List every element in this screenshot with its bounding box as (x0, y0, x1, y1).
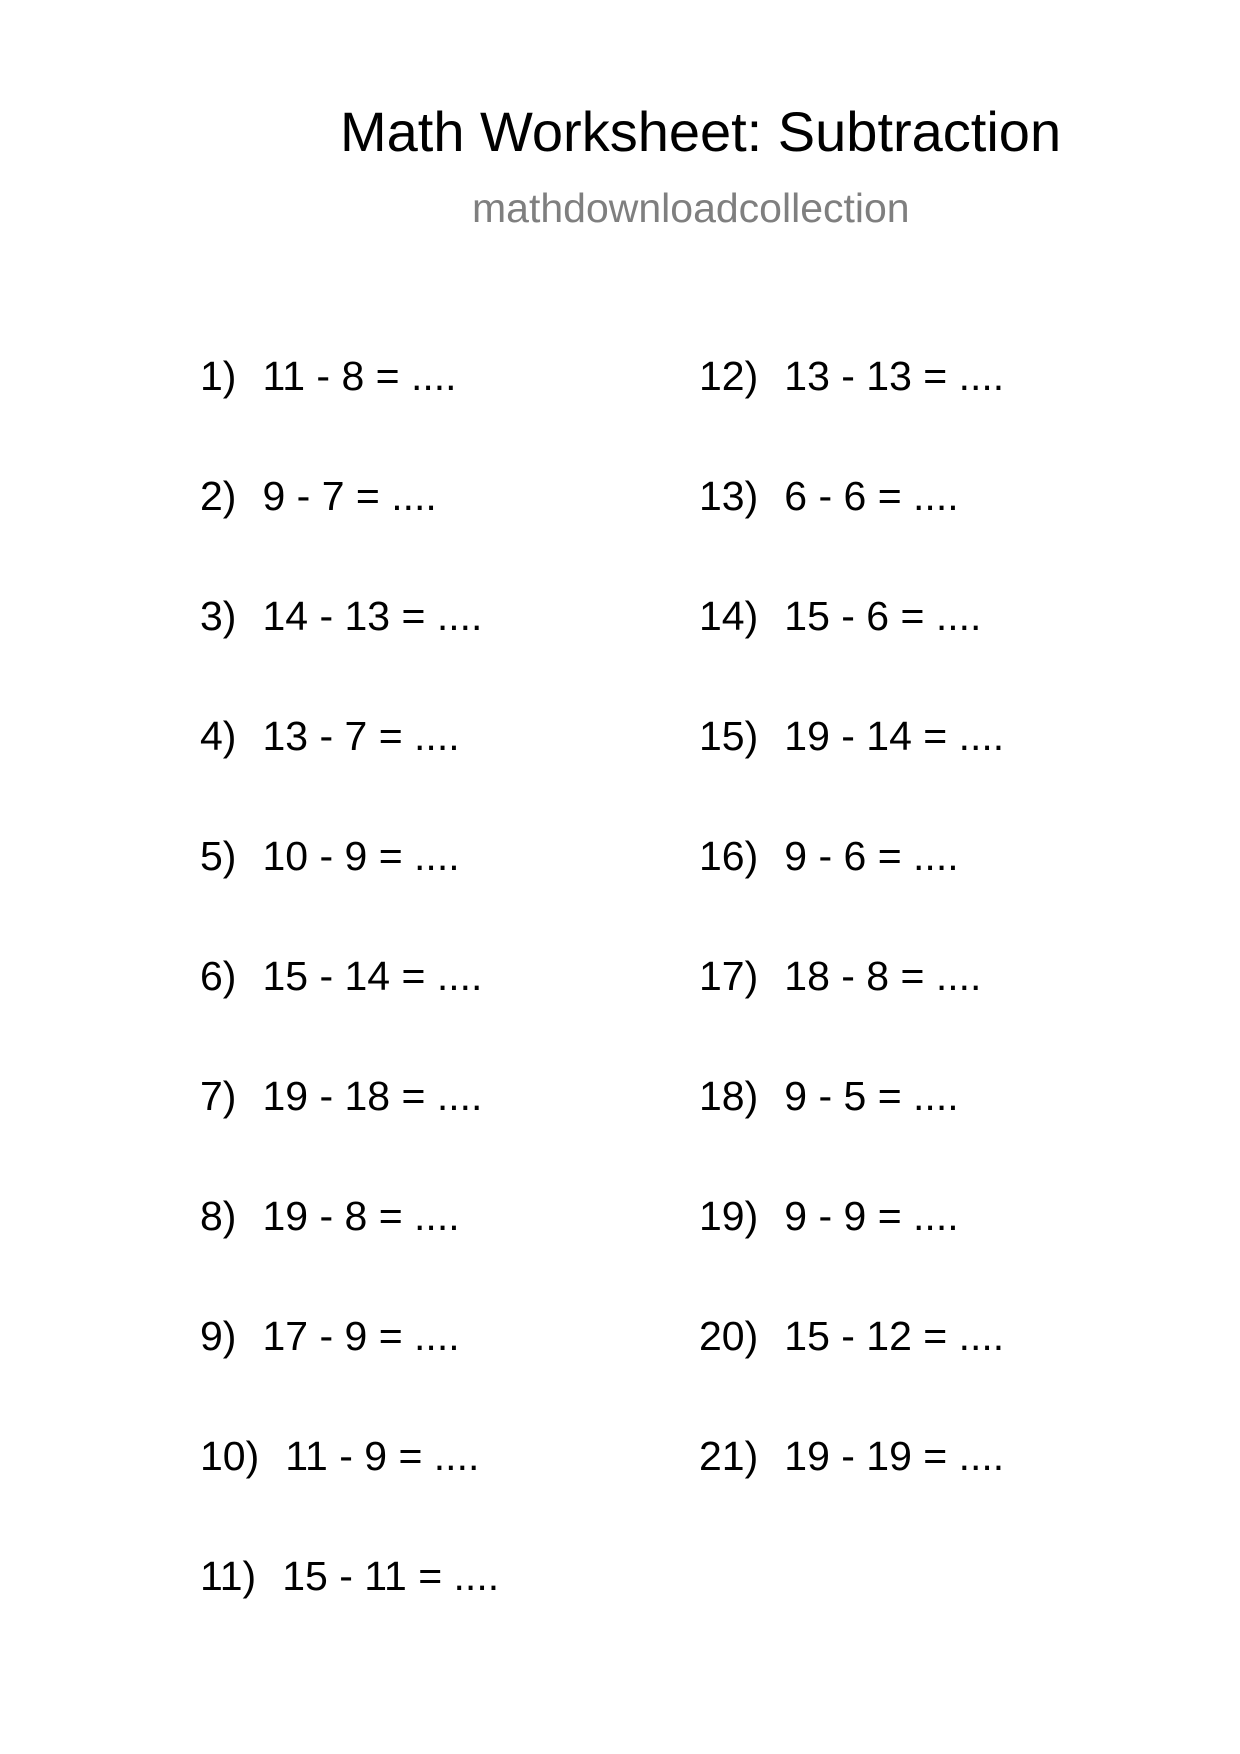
problem-number: 15) (699, 713, 759, 759)
problem-item (200, 1190, 499, 1310)
problem-number: 6) (200, 953, 237, 999)
worksheet-title: Math Worksheet: Subtraction (340, 100, 1062, 163)
problem-expression: 11 - 9 = .... (285, 1433, 480, 1479)
problem-item (200, 1550, 499, 1670)
problem-item (699, 710, 1004, 830)
problem-expression: 18 - 8 = .... (784, 953, 982, 999)
problem-number: 16) (699, 833, 759, 879)
problem-expression: 15 - 12 = .... (784, 1313, 1005, 1359)
problem-expression: 13 - 13 = .... (784, 353, 1005, 399)
problem-number: 14) (699, 593, 759, 639)
problem-expression: 15 - 14 = .... (262, 953, 483, 999)
problem-expression: 9 - 6 = .... (784, 833, 959, 879)
problem-item (200, 830, 499, 950)
problem-number: 10) (200, 1433, 260, 1479)
problem-expression: 9 - 9 = .... (784, 1193, 959, 1239)
problem-number: 19) (699, 1193, 759, 1239)
worksheet-subtitle: mathdownloadcollection (472, 185, 910, 231)
problem-number: 8) (200, 1193, 237, 1239)
problem-item (200, 1070, 499, 1190)
problem-item (200, 1310, 499, 1430)
problem-expression: 9 - 5 = .... (784, 1073, 959, 1119)
problem-column-left (200, 350, 499, 1670)
problem-expression: 19 - 19 = .... (784, 1433, 1005, 1479)
problem-item (699, 1070, 1004, 1190)
problem-item (699, 590, 1004, 710)
problem-expression: 19 - 18 = .... (262, 1073, 483, 1119)
problem-column-right (699, 350, 1004, 1550)
problem-expression: 17 - 9 = .... (262, 1313, 460, 1359)
problem-number: 11) (200, 1553, 257, 1599)
problem-item (200, 470, 499, 590)
problem-expression: 15 - 11 = .... (282, 1553, 500, 1599)
problem-expression: 6 - 6 = .... (784, 473, 959, 519)
problem-expression: 11 - 8 = .... (262, 353, 457, 399)
problem-number: 7) (200, 1073, 237, 1119)
problem-item (699, 350, 1004, 470)
problem-number: 1) (200, 353, 237, 399)
problem-item (699, 1430, 1004, 1550)
problem-number: 5) (200, 833, 237, 879)
problem-expression: 19 - 14 = .... (784, 713, 1005, 759)
problem-number: 4) (200, 713, 237, 759)
problem-number: 2) (200, 473, 237, 519)
problem-number: 20) (699, 1313, 759, 1359)
problem-item (200, 1430, 499, 1550)
problem-item (699, 1310, 1004, 1430)
problem-item (699, 470, 1004, 590)
problem-number: 13) (699, 473, 759, 519)
problem-number: 18) (699, 1073, 759, 1119)
problem-item (200, 350, 499, 470)
problem-number: 17) (699, 953, 759, 999)
problem-expression: 14 - 13 = .... (262, 593, 483, 639)
problem-item (699, 1190, 1004, 1310)
problem-item (699, 830, 1004, 950)
problem-item (699, 950, 1004, 1070)
problem-number: 9) (200, 1313, 237, 1359)
problem-expression: 15 - 6 = .... (784, 593, 982, 639)
problem-expression: 13 - 7 = .... (262, 713, 460, 759)
problem-item (200, 710, 499, 830)
problem-expression: 19 - 8 = .... (262, 1193, 460, 1239)
problem-expression: 10 - 9 = .... (262, 833, 460, 879)
problem-item (200, 590, 499, 710)
problem-number: 3) (200, 593, 237, 639)
problem-expression: 9 - 7 = .... (262, 473, 437, 519)
problem-item (200, 950, 499, 1070)
problem-number: 21) (699, 1433, 759, 1479)
problem-number: 12) (699, 353, 759, 399)
